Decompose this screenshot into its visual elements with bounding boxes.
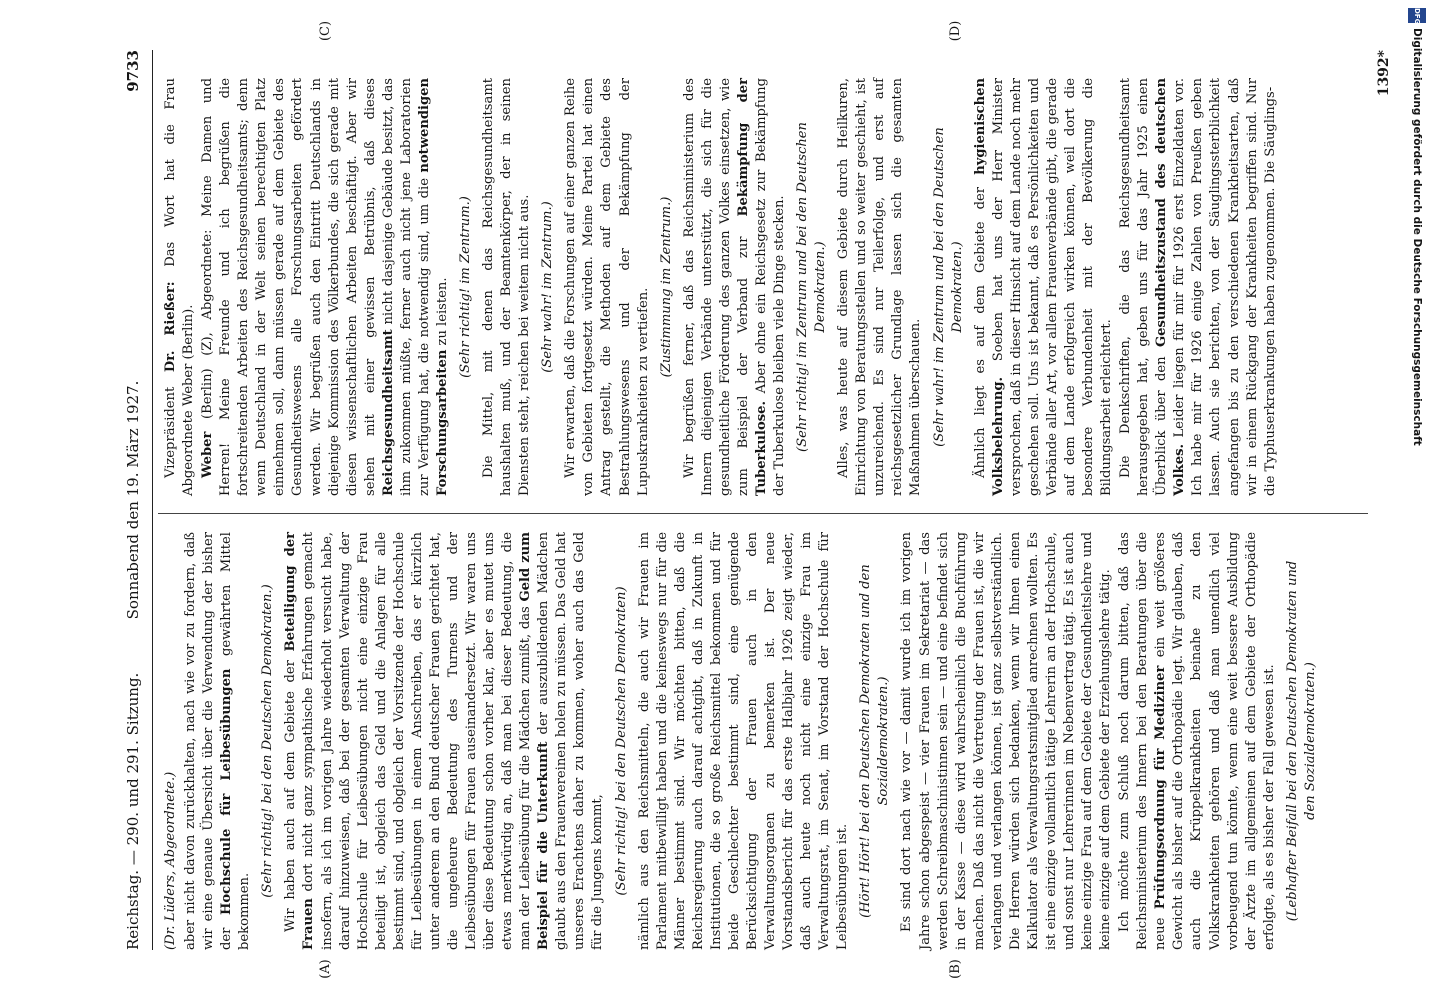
emphasis: Prüfungsordnung für Mediziner xyxy=(1153,665,1169,910)
document-page xyxy=(118,20,1418,979)
margin-marker-d: (D) xyxy=(948,20,963,42)
emphasis: Geld zum Beispiel für die Unterkunft xyxy=(518,532,552,950)
text-run: Wir begrüßen ferner, daß das Reichsministerium des Innern diejenigen Verbände unterstützt, die sich für die gesundheitliche Förderung des ganzen Volkes einsetzen, wie zum Beispiel der Verband zur xyxy=(681,78,751,496)
emphasis: Hochschule für Leibesübungen xyxy=(219,668,235,915)
speaker-name: Weber xyxy=(200,431,216,478)
paragraph xyxy=(1116,532,1279,950)
interjection: (Sehr richtig! bei den Deutschen Demokraten) xyxy=(613,586,629,896)
text-run: der auszubildenden Mädchen glaubt aus den Frauenvereinen holen zu müssen. Das Geld hat unseres Erachtens daher zu kommen, woher auch das Geld für die Jungens kommt, xyxy=(536,532,606,950)
emphasis: hygienischen Volksbelehrung. xyxy=(972,78,1006,496)
right-column xyxy=(162,78,1281,496)
emphasis: notwendigen Forschungsarbeiten xyxy=(416,78,450,496)
paragraph: nämlich aus den Reichsmitteln, die auch wir Frauen im Parlament mitbewilligt haben und die keineswegs nur für die Männer bestimmt sind. Wir möchten bitten, daß die Reichsregierung auch darauf achtgibt, daß in Zukunft in Institutionen, die so große Reichsmittel bekommen und für beide Geschlechter bestimmt sind, eine genügende Berücksichtigung der Frauen auch in den Verwaltungsorganen zu bemerken ist. Der neue Vorstandsbericht für das erste Halbjahr 1926 zeigt wieder, daß auch heute noch nicht eine einzige Frau im Verwaltungsrat, im Senat, im Vorstand der Hochschule für Leibesübungen ist. xyxy=(636,532,851,950)
interjection: (Sehr richtig! im Zentrum und bei den Deutschen Demokraten.) xyxy=(795,122,829,452)
header-date: Sonnabend den 19. März 1927. xyxy=(124,380,142,620)
text-run: Ich möchte zum Schluß noch darum bitten, daß das Reichsministerium des Innern bei den Beratungen über die neue xyxy=(1117,532,1169,950)
left-column xyxy=(162,532,1325,950)
text-run: nicht dasjenige Gebäude besitzt, das ihm zukommen müßte, ferner auch nicht jene Laboratorien zur Verfügung hat, die notwendig sind, um die xyxy=(380,78,432,496)
paragraph xyxy=(199,78,452,496)
paragraph: Wir erwarten, daß die Forschungen auf einer ganzen Reihe von Gebieten fortgesetzt würden. Meine Partei hat einen Antrag gestellt, die Methoden auf dem Gebiete des Bestrahlungswesens und der Bekämpfung der Lupuskrankheiten zu vertiefen. xyxy=(563,78,651,496)
emphasis: Gesundheitszustand des deutschen Volkes. xyxy=(1154,78,1188,496)
text-run: zu leisten. xyxy=(434,277,450,346)
interjection: (Lebhafter Beifall bei den Deutschen Demokraten und den Sozialdemokraten.) xyxy=(1284,560,1318,922)
emphasis: Beteiligung der Frauen xyxy=(283,532,317,950)
header-page-number: 9733 xyxy=(124,50,142,92)
dfg-logo: DFG xyxy=(1408,8,1426,23)
text-run: Leider liegen für mir für 1926 erst Einzeldaten vor. Ich habe mir für 1926 einige Zahlen von Preußen geben lassen. Auch sie berichten, von der Säuglingssterblichkeit angefangen bis zu den verschiedenen Krankheitsarten, daß wir in einem Rückgang der Krankheiten begriffen sind. Nur die Typhuserkrankungen haben zugenommen. Die Säuglings- xyxy=(1172,78,1278,496)
interjection: (Hört! Hört! bei den Deutschen Demokraten und den Sozialdemokraten.) xyxy=(858,564,892,918)
paragraph: Die Mittel, mit denen das Reichsgesundheitsamt haushalten muß, und der Beamtenkörper, der in seinen Diensten steht, reichen bei weitem nicht aus. xyxy=(481,78,533,496)
text-run: dort nicht ganz sympathische Erfahrungen gemacht insofern, als ich im vorigen Jahre wiederholt versucht habe, darauf hinzuweisen, daß bei der gesamten Verwaltung der Hochschule für Leibesübungen nicht eine einzige Frau beteiligt ist, obgleich das Geld und die Anlagen für alle bestimmt sind, und obgleich der Vorsitzende der Hochschule für Leibesübungen in einem Anschreiben, das er kürzlich unter anderem an den Bund deutscher Frauen gerichtet hat, die ungeheure Bedeutung des Turnens und der Leibesübungen für Frauen auseinandersetzt. Wir waren uns über diese Bedeutung schon vorher klar, aber es mutet uns etwas merkwürdig an, daß man bei dieser Bedeutung, die man der Leibesübung für die Mädchen zumißt, das xyxy=(301,532,534,950)
digitization-credit-text: Digitalisierung gefördert durch die Deutsche Forschungsgemeinschaft xyxy=(1411,28,1423,446)
paragraph: Alles, was heute auf diesem Gebiete durch Heilkuren, Einrichtung von Beratungsstellen und so weiter geschieht, ist unzureichend. Es sind nur Teilerfolge, und erst auf reichsgesetzlicher Grundlage lassen sich die gesamten Maßnahmen überschauen. xyxy=(836,78,924,496)
text-run: aber nicht davon zurückhalten, nach wie vor zu fordern, daß wir eine genaue Übersicht über die Verwendung der bisher der xyxy=(183,532,235,950)
paragraph xyxy=(162,78,198,496)
paragraph: Es sind dort nach wie vor — damit wurde ich im vorigen Jahre schon abgespeist — vier Frauen im Sekretariat — das werden Schreibmaschinistinnen sein — und eine befindet sich in der Kasse — diese wird wahrscheinlich die Buchführung machen. Daß das nicht die Vertretung der Frauen ist, die wir verlangen und verlangen können, ist ganz selbstverständlich. Die Herren würden sich bedanken, wenn wir Ihnen einen Kalkulator als Verwaltungsratsmitglied anrechnen wollten. Es ist eine einzige vollamtlich tätige Lehrerin an der Hochschule, und sonst nur Lehrerinnen im Nebenvertrag tätig. Es ist auch keine einzige Frau auf dem Gebiete der Gesundheitslehre und keine einzige auf dem Gebiete der Erziehungslehre tätig. xyxy=(899,532,1114,950)
text-run: Aber ohne ein Reichsgesetz zur Bekämpfung der Tuberkulose bleiben viele Dinge stecken. xyxy=(753,78,787,496)
digitization-credit xyxy=(1409,8,1423,446)
paragraph xyxy=(972,78,1117,496)
text-run: Soeben hat uns der Herr Minister versprochen, daß in dieser Hinsicht auf dem Lande noch mehr geschehen soll. Uns ist bekannt, daß es Persönlichkeiten und Verbände aller Art, vor allem Frauenverbände gibt, die gerade auf dem Lande erfolgreich wirken können, weil dort die besondere Verbundenheit mit der Bevölkerung die Bildungsarbeit erleichtert. xyxy=(990,78,1115,496)
text-run: Ähnlich liegt es auf dem Gebiete der xyxy=(972,186,988,478)
interjection: (Zustimmung im Zentrum.) xyxy=(658,196,674,378)
margin-marker-b: (B) xyxy=(948,959,963,979)
margin-marker-c: (C) xyxy=(318,20,333,42)
column-divider xyxy=(158,513,1368,514)
speaker-name: Dr. Rießer: xyxy=(163,281,178,373)
paragraph xyxy=(1117,78,1280,496)
emphasis: Reichsgesundheitsamt xyxy=(380,329,396,496)
paragraph xyxy=(182,532,254,950)
page-header xyxy=(118,50,153,950)
emphasis: Bekämpfung der Tuberkulose. xyxy=(735,78,769,496)
interjection: (Sehr richtig! bei den Deutschen Demokraten.) xyxy=(260,584,276,898)
interjection: (Sehr wahr! im Zentrum.) xyxy=(540,201,556,373)
text-run: Das Wort hat die Frau Abgeordnete Weber (Berlin). xyxy=(163,78,197,496)
signature-mark: 1392* xyxy=(1376,50,1392,97)
text-run: (Berlin) (Z), Abgeordnete: Meine Damen und Herren! Meine Freunde und ich begrüßen die fortschreitenden Arbeiten des Reichsgesundheitsamts; denn wenn Deutschland in der Welt seinen berechtigten Platz einnehmen soll, dann müssen gerade auf dem Gebiete des Gesundheitswesens alle Forschungsarbeiten gefördert werden. Wir begrüßen auch den Eintritt Deutschlands in diejenige Kommission des Völkerbundes, die sich gerade mit diesen wissenschaftlichen Arbeiten beschäftigt. Aber wir sehen mit einer gewissen Betrübnis, daß dieses xyxy=(200,78,378,496)
text-run: Wir haben auch auf dem Gebiete der xyxy=(283,660,299,932)
margin-marker-a: (A) xyxy=(318,959,333,979)
interjection: (Sehr richtig! im Zentrum.) xyxy=(458,196,473,378)
header-session: Reichstag. — 290. und 291. Sitzung. xyxy=(124,672,142,950)
text-run: Die Denkschriften, die das Reichsgesundheitsamt herausgegeben hat, geben uns für das Jahr 1925 einen Überblick über den xyxy=(1118,78,1170,496)
text-run: gewährten Mittel bekommen. xyxy=(219,532,253,950)
text-run: Vizepräsident xyxy=(163,386,178,478)
paragraph xyxy=(681,78,789,496)
text-run: ein weit größeres Gewicht als bisher auf die Orthopädie legt. Wir glauben, daß auch die Krüppelkrankheiten beinahe zu den Volkskrankheiten gehören und daß man unendlich viel vorbeugend tun könnte, wenn eine weit bessere Ausbildung der Ärzte im allgemeinen auf dem Gebiete der Orthopädie erfolgte, als es bisher der Fall gewesen ist. xyxy=(1153,532,1277,950)
paragraph xyxy=(282,532,607,950)
interjection: (Sehr wahr! im Zentrum und bei den Deutschen Demokraten.) xyxy=(931,127,965,447)
speaker-tag: (Dr. Lüders, Abgeordnete.) xyxy=(163,771,178,950)
